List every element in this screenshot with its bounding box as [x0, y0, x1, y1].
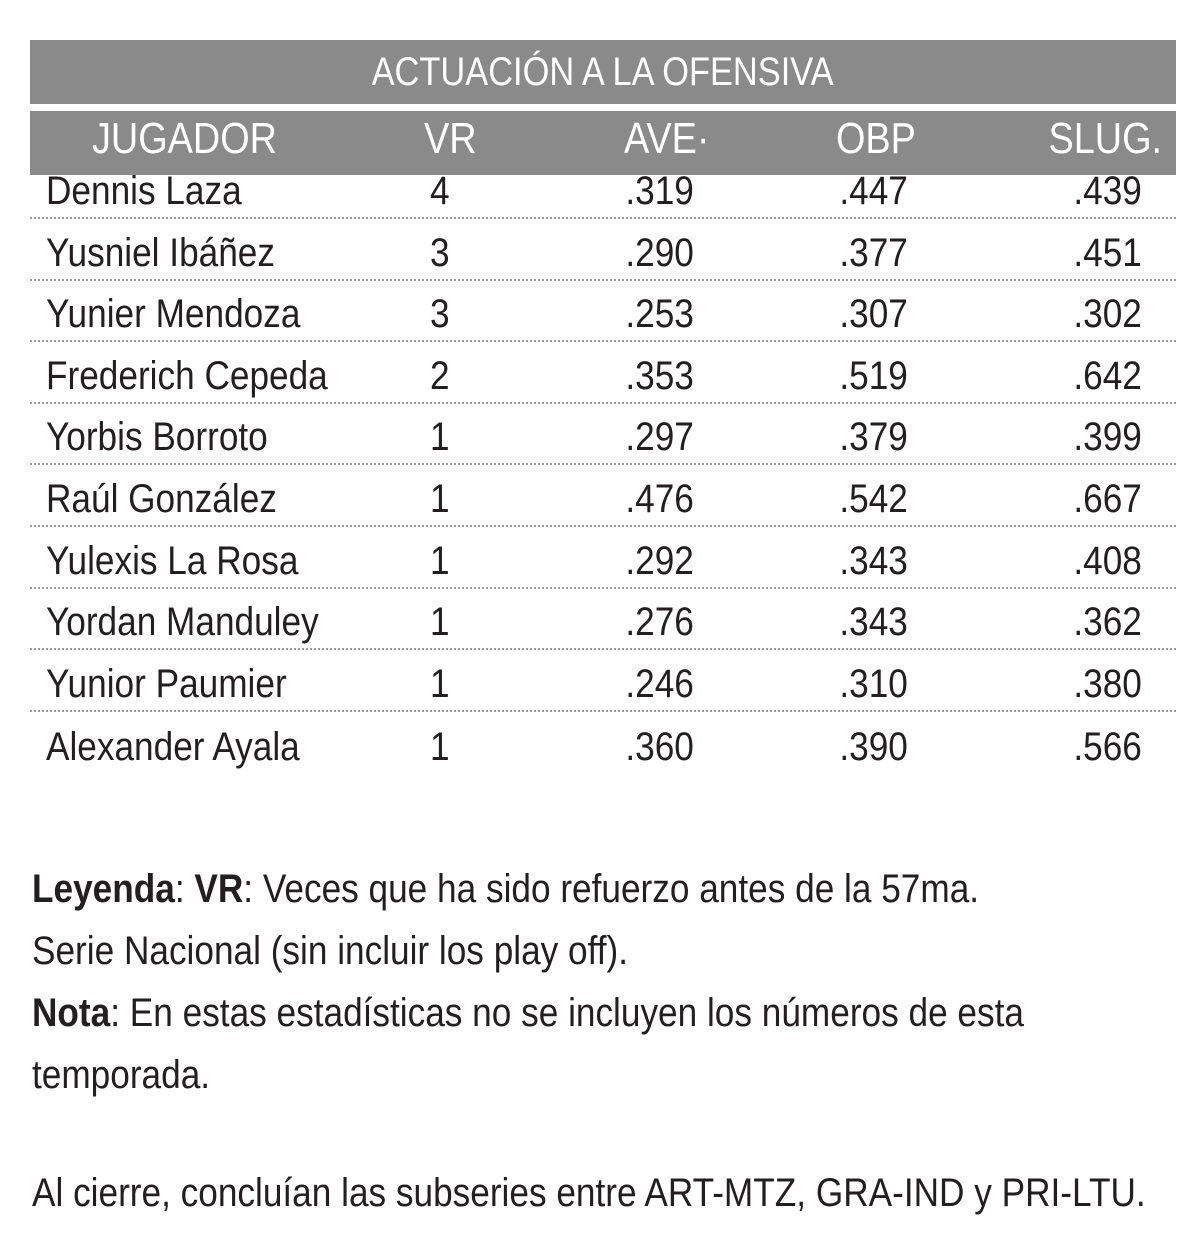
ave-value: .246 [625, 661, 694, 706]
vr-value: 1 [430, 600, 450, 645]
player-name: Dennis Laza [46, 169, 242, 213]
ave-value: .360 [625, 725, 694, 770]
note-text-1: : En estas estadísticas no se incluyen los números de esta [110, 991, 1024, 1035]
obp-value: .542 [839, 476, 908, 521]
slug-value: .302 [1073, 292, 1142, 337]
obp-value: .307 [839, 292, 908, 337]
legend-text-2: Serie Nacional (sin incluir los play off). [32, 929, 629, 973]
slug-value: .667 [1073, 476, 1142, 521]
table-row [30, 404, 1176, 466]
ave-value: .292 [625, 538, 694, 583]
table-row [30, 169, 1176, 219]
player-name: Yordan Manduley [46, 600, 319, 645]
table-row [30, 712, 1176, 774]
vr-value: 4 [430, 169, 450, 213]
vr-value: 2 [430, 353, 450, 398]
slug-value: .408 [1073, 538, 1142, 583]
player-name: Yorbis Borroto [46, 415, 268, 460]
legend-line-1: Leyenda: VR: Veces que ha sido refuerzo antes de la 57ma. [32, 867, 980, 911]
table-row [30, 527, 1176, 589]
player-name: Yusniel Ibáñez [46, 230, 275, 275]
slug-value: .439 [1073, 169, 1142, 213]
slug-value: .399 [1073, 415, 1142, 460]
note-label: Nota [32, 991, 111, 1035]
closing-note: Al cierre, concluían las subseries entre ART-MTZ, GRA-IND y PRI-LTU. [32, 1171, 1146, 1215]
slug-value: .362 [1073, 600, 1142, 645]
obp-value: .390 [839, 725, 908, 770]
obp-value: .447 [839, 169, 908, 213]
legend-text-1: : Veces que ha sido refuerzo antes de la 57ma. [243, 867, 980, 911]
note-text-2: temporada. [32, 1053, 211, 1097]
legend-notes [32, 858, 1182, 1106]
obp-value: .519 [839, 353, 908, 398]
vr-value: 1 [430, 661, 450, 706]
column-header-player: JUGADOR [92, 114, 278, 163]
ave-value: .319 [625, 169, 694, 213]
player-name: Yulexis La Rosa [46, 538, 299, 583]
vr-value: 3 [430, 230, 450, 275]
ave-value: .297 [625, 415, 694, 460]
note-line-2 [32, 1044, 1044, 1106]
obp-value: .343 [839, 538, 908, 583]
table-row [30, 650, 1176, 712]
note-line-1 [32, 982, 1044, 1044]
legend-term: VR [194, 867, 244, 911]
player-name: Yunier Mendoza [46, 292, 301, 337]
table-row [30, 219, 1176, 281]
ave-value: .253 [625, 292, 694, 337]
table-title [30, 40, 1176, 104]
vr-value: 1 [430, 538, 450, 583]
ave-value: .476 [625, 476, 694, 521]
player-name: Alexander Ayala [46, 725, 300, 770]
slug-value: .566 [1073, 725, 1142, 770]
table-row [30, 342, 1176, 404]
table-row [30, 281, 1176, 343]
column-header-ave: AVE· [624, 114, 710, 163]
legend-label: Leyenda [32, 867, 175, 911]
player-name: Yunior Paumier [46, 661, 287, 706]
obp-value: .377 [839, 230, 908, 275]
ave-value: .353 [625, 353, 694, 398]
slug-value: .380 [1073, 661, 1142, 706]
slug-value: .451 [1073, 230, 1142, 275]
player-name: Frederich Cepeda [46, 353, 328, 398]
column-header-obp: OBP [836, 114, 916, 163]
vr-value: 1 [430, 476, 450, 521]
vr-value: 3 [430, 292, 450, 337]
column-header-vr: VR [424, 114, 477, 163]
obp-value: .379 [839, 415, 908, 460]
obp-value: .310 [839, 661, 908, 706]
vr-value: 1 [430, 415, 450, 460]
table-header [30, 111, 1176, 175]
table-row [30, 465, 1176, 527]
slug-value: .642 [1073, 353, 1142, 398]
ave-value: .276 [625, 600, 694, 645]
player-name: Raúl González [46, 476, 277, 521]
legend-line-2 [32, 920, 1044, 982]
column-header-slug: SLUG. [1048, 114, 1162, 163]
vr-value: 1 [430, 725, 450, 770]
ave-value: .290 [625, 230, 694, 275]
table-title-text: ACTUACIÓN A LA OFENSIVA [372, 50, 834, 94]
stats-table-body [30, 169, 1176, 773]
table-row [30, 589, 1176, 651]
obp-value: .343 [839, 600, 908, 645]
